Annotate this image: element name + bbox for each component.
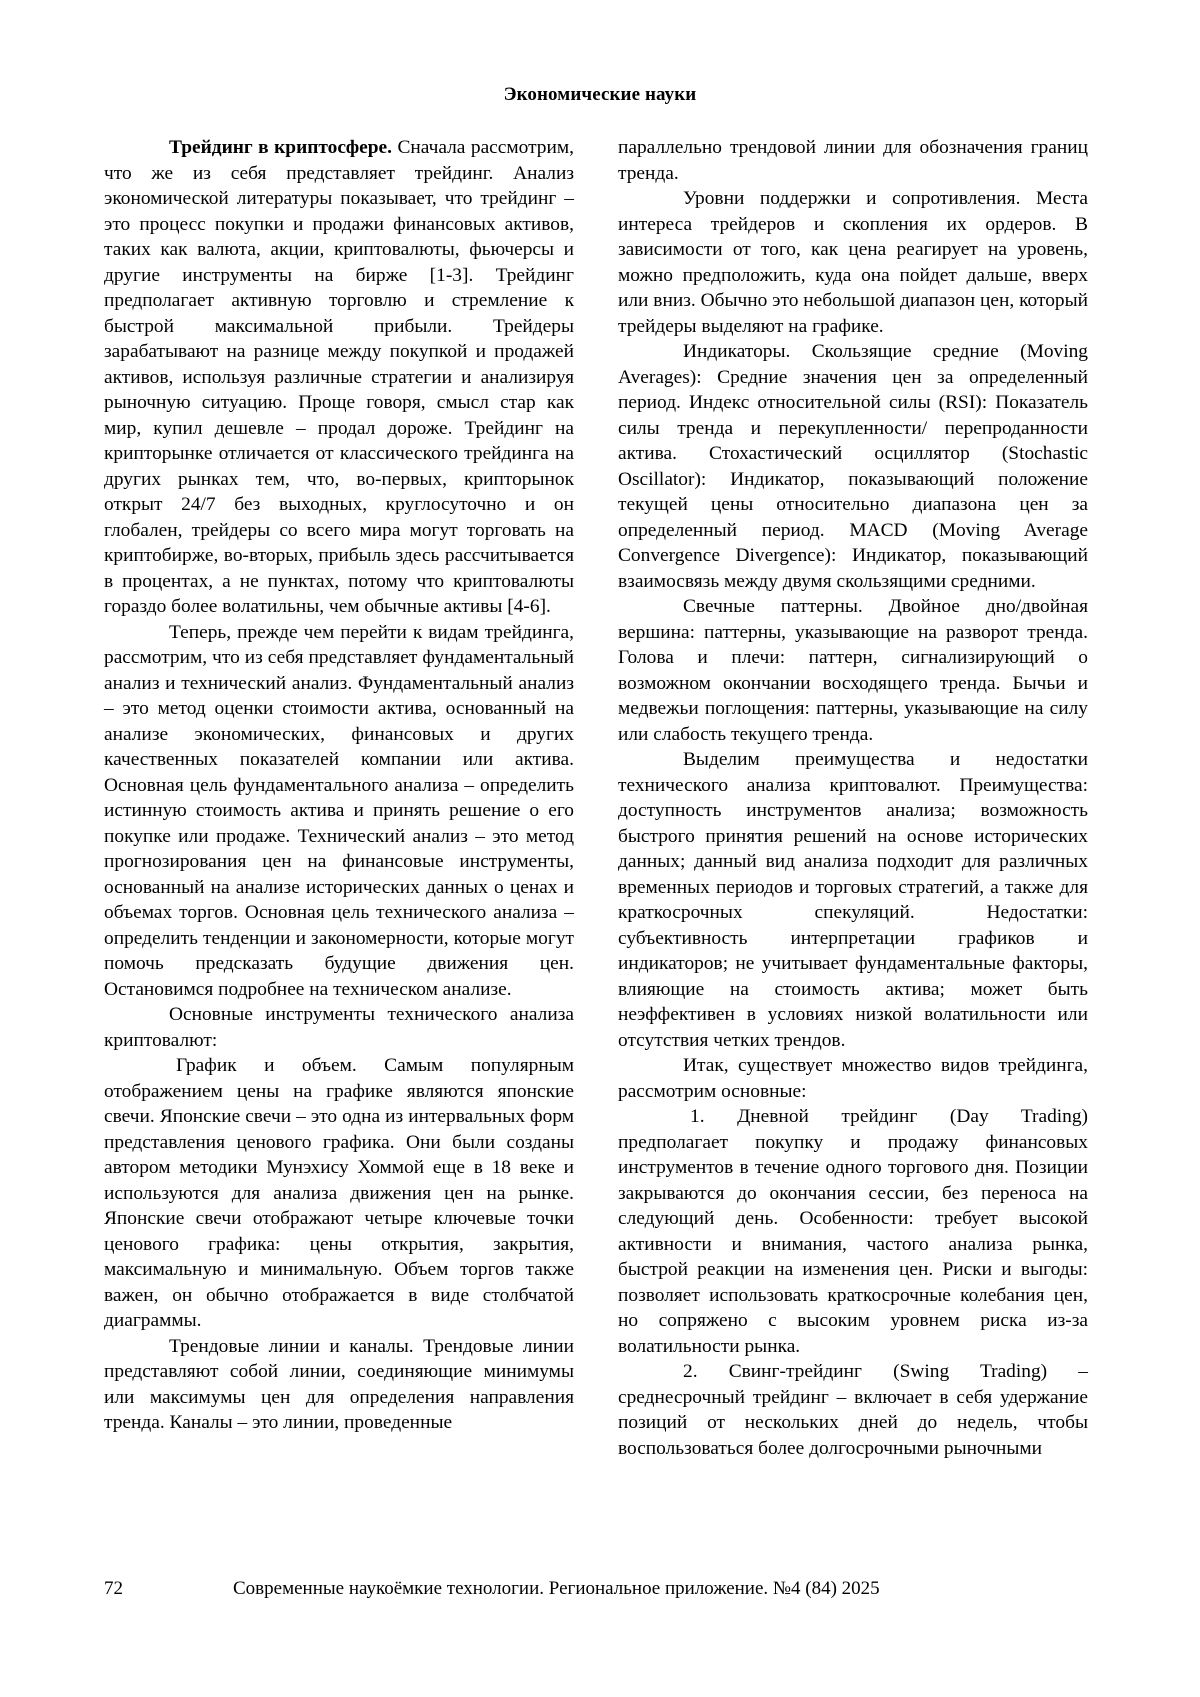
run-in-heading: Трейдинг в криптосфере. [169,137,392,158]
paragraph-tools-intro: Основные инструменты технического анализа криптовалют: [104,1004,574,1051]
paragraph-day-trading: 1. Дневной трейдинг (Day Trading) предполагает покупку и продажу финансовых инструментов в течение одного торгового дня. Позиции закрываются до окончания сессии, без переноса на следующий день. Особенности: требует высокой активности и внимания, частого анализа рынка, быстрой реакции на изменения цен. Риски и выгоды: позволяет использовать краткосрочные колебания цен, но сопряжено с высоким уровнем риска из-за волатильности рынка. [618,1106,1088,1357]
paragraph-trading-types-intro: Итак, существует множество видов трейдинга, рассмотрим основные: [618,1055,1088,1102]
section-header: Экономические науки [503,84,697,105]
paragraph-analysis-types: Теперь, прежде чем перейти к видам трейдинга, рассмотрим, что из себя представляет фундаментальный анализ и технический анализ. Фундаментальный анализ – это метод оценки стоимости актива, основанный на анализе экономических, финансовых и других качественных показателей компании или актива. Основная цель фундаментального анализа – определить истинную стоимость актива и принять решение о его покупке или продаже. Технический анализ – это метод прогнозирования цен на финансовые инструменты, основанный на анализе исторических данных о ценах и объемах торгов. Основная цель технического анализа – определить тенденции и закономерности, которые могут помочь предсказать будущие движения цен. Остановимся подробнее на техническом анализе. [104,621,574,1000]
paragraph-support-resistance: Уровни поддержки и сопротивления. Места интереса трейдеров и скопления их ордеров. В зависимости от того, как цена реагирует на уровень, можно предположить, куда она пойдет дальше, вверх или вниз. Обычно это небольшой диапазон цен, который трейдеры выделяют на графике. [618,188,1088,337]
paragraph-indicators: Индикаторы. Скользящие средние (Moving Averages): Средние значения цен за определенный период. Индекс относительной силы (RSI): Показатель силы тренда и перекупленности/ перепроданности актива. Стохастический осциллятор (Stochastic Oscillator): Индикатор, показывающий положение текущей цены относительно диапазона цен за определенный период. MACD (Moving Average Convergence Divergence): Индикатор, показывающий взаимосвязь между двумя скользящими средними. [618,341,1088,592]
paragraph-chart-volume: График и объем. Самым популярным отображением цены на графике являются японские свечи. Японские свечи – это одна из интервальных форм представления ценового графика. Они были созданы автором методики Мунэхису Хоммой еще в 18 веке и используются для анализа движения цен на рынке. Японские свечи отображают четыре ключевые точки ценового графика: цены открытия, закрытия, максимальную и минимальную. Объем торгов также важен, он обычно отображается в виде столбчатой диаграммы. [104,1055,574,1331]
paragraph-candle-patterns: Свечные паттерны. Двойное дно/двойная вершина: паттерны, указывающие на разворот тренда. Голова и плечи: паттерн, сигнализирующий о возможном окончании восходящего тренда. Бычьи и медвежьи поглощения: паттерны, указывающие на силу или слабость текущего тренда. [618,596,1088,745]
paragraph-body: Сначала рассмотрим, что же из себя представляет трейдинг. Анализ экономической литературы показывает, что трейдинг – это процесс покупки и продажи финансовых активов, таких как валюта, акции, криптовалюты, фьючерсы и другие инструменты на бирже [1-3]. Трейдинг предполагает активную торговлю и стремление к быстрой максимальной прибыли. Трейдеры зарабатывают на разнице между покупкой и продажей активов, используя различные стратегии и анализируя рыночную ситуацию. Проще говоря, смысл стар как мир, купил дешевле – продал дороже. Трейдинг на крипторынке отличается от классического трейдинга на других рынках тем, что, во-первых, крипторынок открыт 24/7 без выходных, круглосуточно и он глобален, трейдеры со всего мира могут торговать на криптобирже, во-вторых, прибыль здесь рассчитывается в процентах, а не пунктах, потому что криптовалюты гораздо более волатильны, чем обычные активы [4-6]. [104,137,575,617]
paragraph-trading-in-crypto [104,135,574,620]
journal-citation: Современные наукоёмкие технологии. Региональное приложение. №4 (84) 2025 [233,1578,880,1599]
paragraph-trend-lines: Трендовые линии и каналы. Трендовые линии представляют собой линии, соединяющие минимумы или максимумы цен для определения направления тренда. Каналы – это линии, проведенные [104,1335,574,1433]
page-number: 72 [104,1578,123,1599]
right-column [618,135,1088,1461]
paragraph-continuation: параллельно трендовой линии для обозначения границ тренда. [618,137,1088,184]
paragraph-pros-cons: Выделим преимущества и недостатки технического анализа криптовалют. Преимущества: доступность инструментов анализа; возможность быстрого принятия решений на основе исторических данных; данный вид анализа подходит для различных временных периодов и торговых стратегий, а также для краткосрочных спекуляций. Недостатки: субъективность интерпретации графиков и индикаторов; не учитывает фундаментальные факторы, влияющие на стоимость актива; может быть неэффективен в условиях низкой волатильности или отсутствия четких трендов. [618,749,1088,1051]
paragraph-swing-trading: 2. Свинг-трейдинг (Swing Trading) – среднесрочный трейдинг – включает в себя удержание позиций от нескольких дней до недель, чтобы воспользоваться более долгосрочными рыночными [618,1361,1088,1459]
left-column [104,135,574,1436]
